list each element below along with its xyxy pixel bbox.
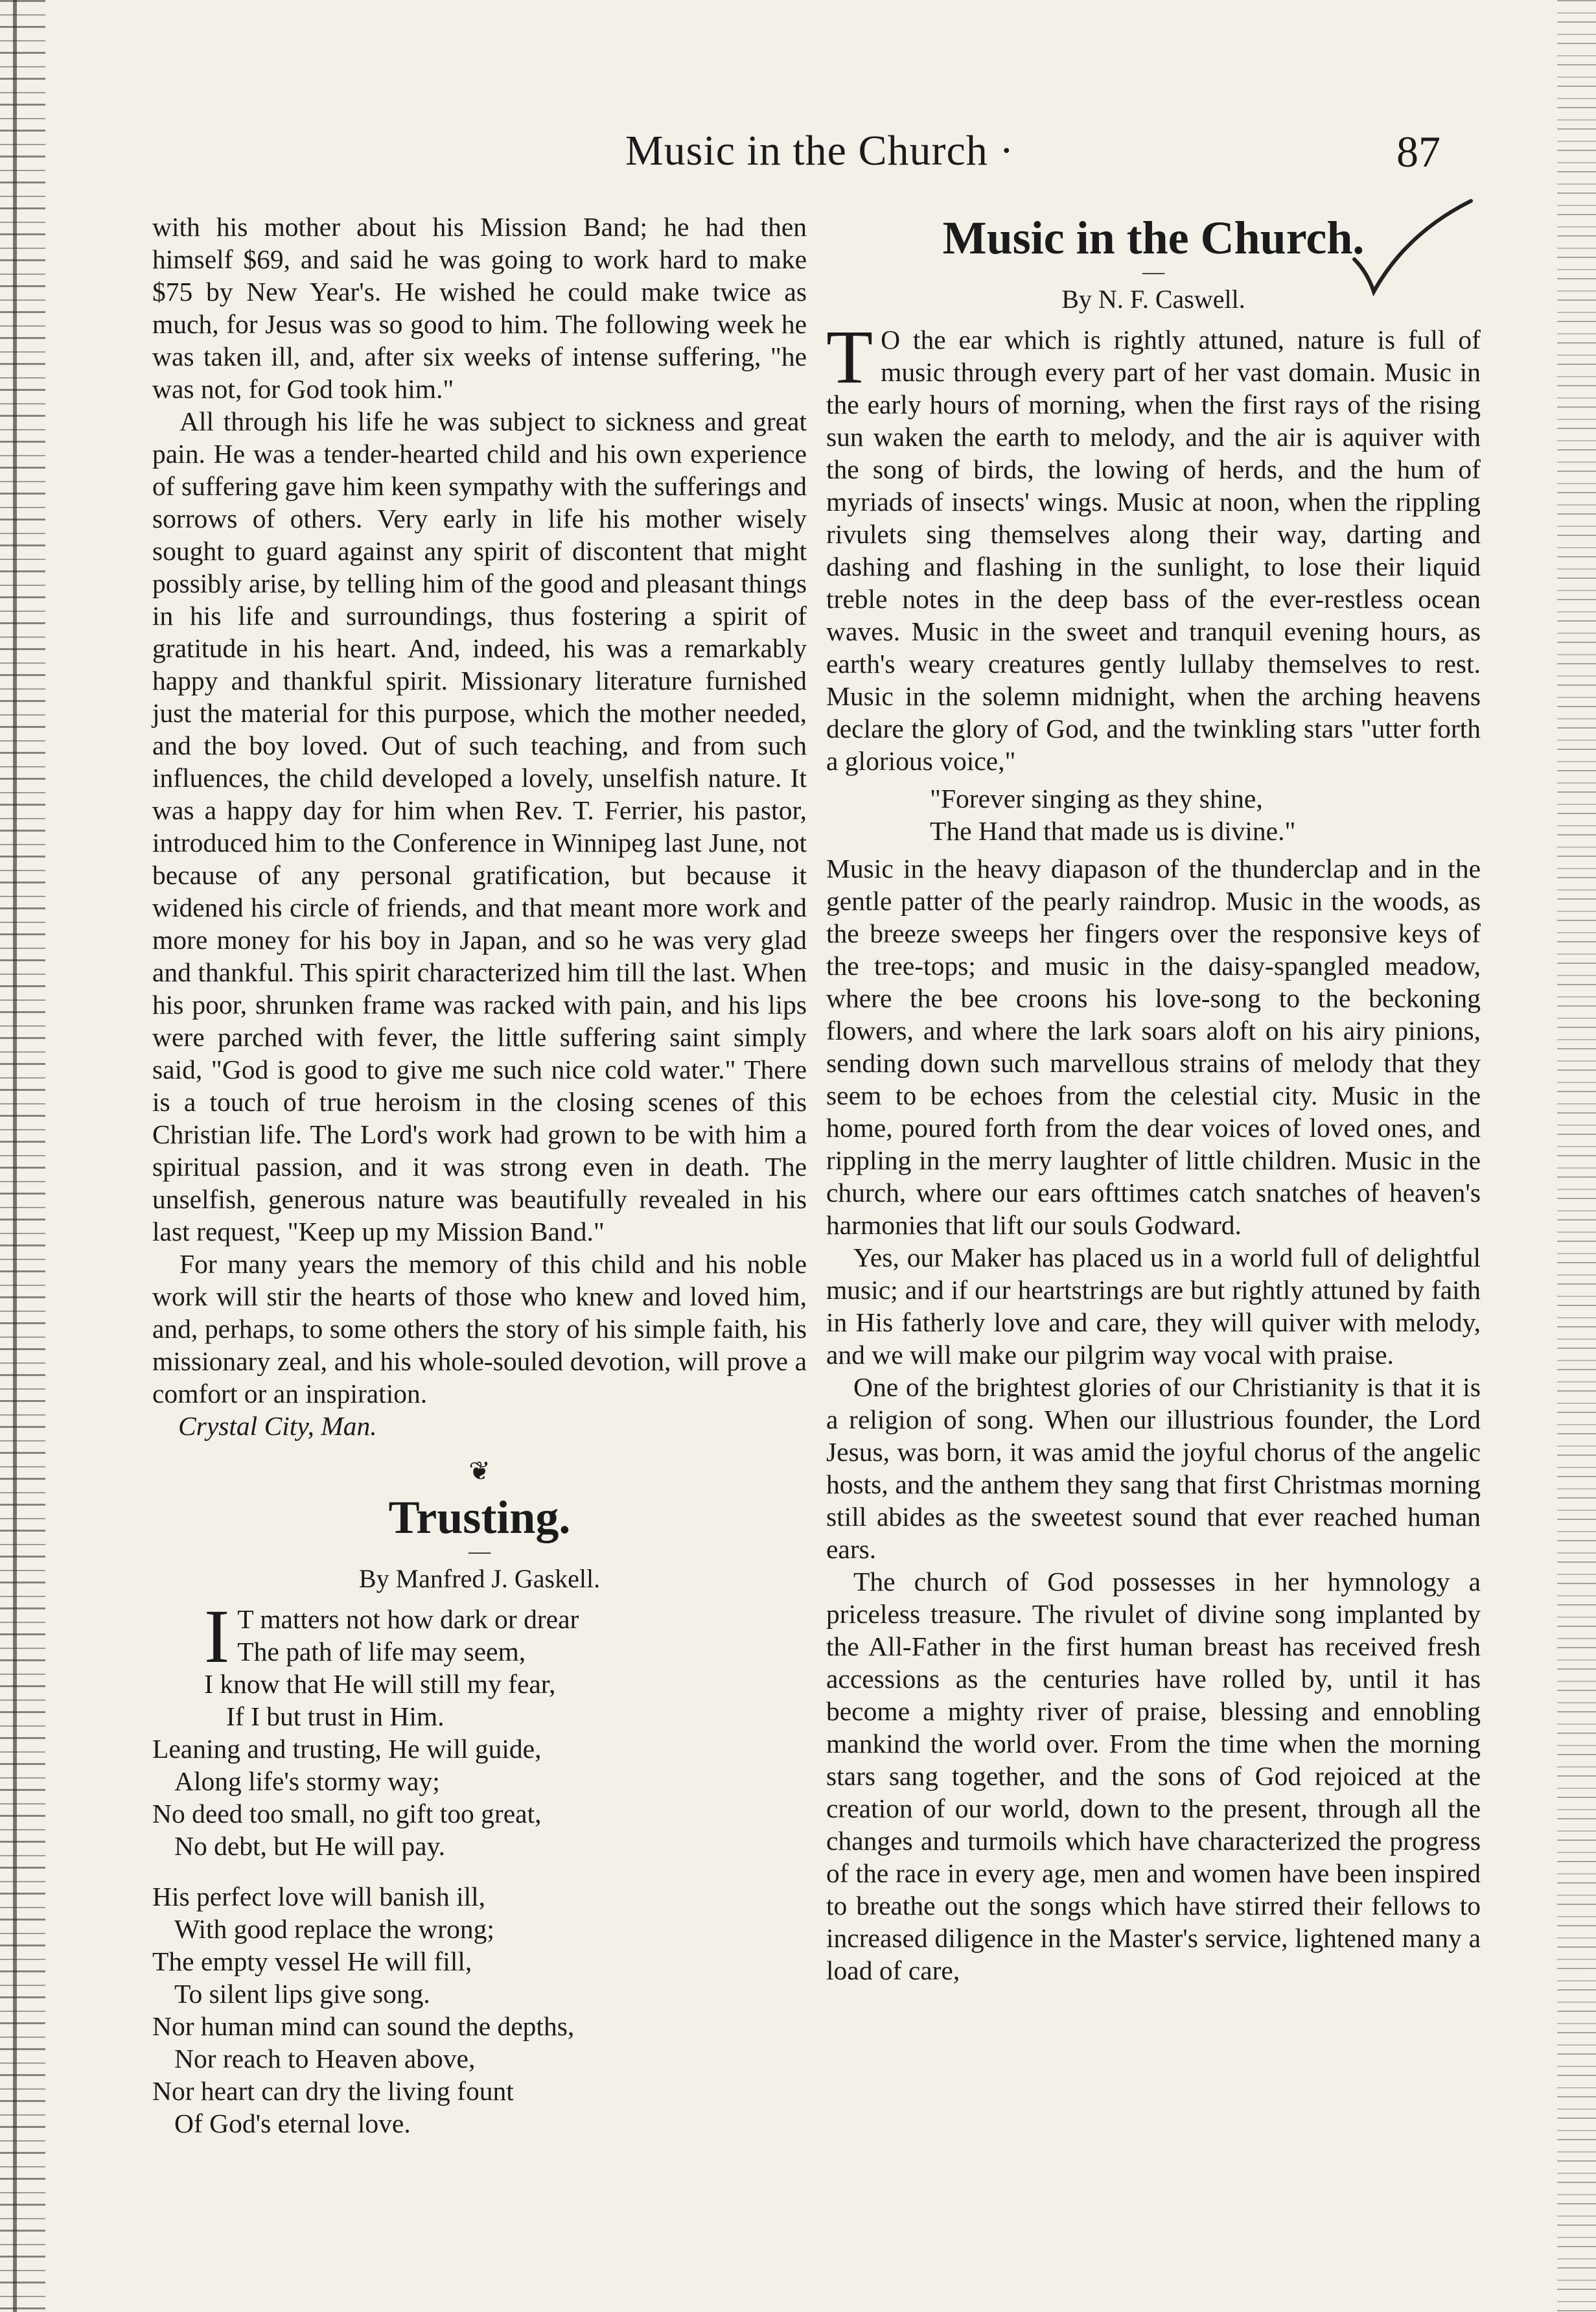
right-column	[826, 211, 1481, 1987]
drop-cap: I	[204, 1594, 230, 1679]
poem-line: To silent lips give song.	[174, 1979, 430, 2009]
left-column	[152, 211, 807, 2140]
binding-line	[13, 0, 17, 2312]
signature: Crystal City, Man.	[178, 1411, 377, 1441]
poem-title: Trusting.	[388, 1491, 571, 1543]
poem	[152, 1594, 807, 2140]
quote-line: "Forever singing as they shine,	[930, 784, 1263, 813]
poem-line: I know that He will still my fear,	[204, 1669, 556, 1699]
drop-cap: T	[826, 314, 873, 399]
poem-line: If I but trust in Him.	[226, 1701, 445, 1731]
paragraph: Yes, our Maker has placed us in a world full of delightful music; and if our heartstrings are but rightly attuned by faith in His fatherly love and care, they will quiver with melody, and we will make our pilgrim way vocal with praise.	[826, 1243, 1481, 1370]
running-title: Music in the Church ·	[625, 127, 1015, 174]
paragraph: One of the brightest glories of our Christianity is that it is a religion of song. When our illustrious founder, the Lord Jesus, was born, it was amid the joyful chorus of the angelic hosts, and the anthem they sang that first Christmas morning still abides as the sweetest sound that ever reached human ears.	[826, 1372, 1481, 1564]
paragraph	[826, 314, 1481, 777]
paragraph: All through his life he was subject to sickness and great pain. He was a tender-hearted child and his own experience of suffering gave him keen sympathy with the sufferings and sorrows of others. Very early in life his mother wisely sought to guard against any spirit of discontent that might possibly arise, by telling him of the good and pleasant things in his life and surroundings, thus fostering a spirit of gratitude in his heart. And, indeed, his was a remarkably happy and thankful spirit. Missionary literature furnished just the material for this purpose, which the mother needed, and the boy loved. Out of such teaching, and from such influences, the child developed a lovely, unselfish nature. It was a happy day for him when Rev. T. Ferrier, his pastor, introduced him to the Conference in Winnipeg last June, not because of any personal gratification, but because it widened his circle of friends, and that meant more work and more money for his boy in Japan, and so he was very glad and thankful. This spirit characterized him till the last. When his poor, shrunken frame was racked with pain, and his lips were parched with fever, the little suffering saint simply said, "God is good to give me such nice cold water." There is a touch of true heroism in the closing scenes of this Christian life. The Lord's work had grown to be with him a spiritual passion, and it was strong even in death. The unselfish, generous nature was beautifully revealed in his last request, "Keep up my Mission Band."	[152, 406, 807, 1246]
poem-line: T matters not how dark or drear	[237, 1604, 579, 1634]
poem-line: With good replace the wrong;	[174, 1914, 494, 1944]
paragraph: The church of God possesses in her hymnology a priceless treasure. The rivulet of divine song implanted by the All-Father in the first human breast has received fresh accessions as the centuries have rolled by, until it has become a mighty river of praise, blessing and ennobling mankind the world over. From the time when the morning stars sang together, and the sons of God rejoiced at the creation of our world, down to the present, through all the changes and turmoils which have characterized the progress of the race in every age, men and women have been inspired to breathe out the songs which have stirred their fellows to increased diligence in the Master's service, lightened many a load of care,	[826, 1567, 1481, 1985]
paragraph: Music in the heavy diapason of the thunderclap and in the gentle patter of the pearly raindrop. Music in the woods, as the breeze sweeps her fingers over the responsive keys of the tree-tops; and music in the daisy-spangled meadow, where the bee croons his love-song to the beckoning flowers, and where the lark soars aloft on his airy pinions, sending down such marvellous strains of melody that they seem to be echoes from the celestial city. Music in the home, poured forth from the dear voices of loved ones, and rippling in the merry laughter of little children. Music in the church, where our ears ofttimes catch snatches of heaven's harmonies that lift our souls Godward.	[826, 854, 1481, 1240]
article-title: Music in the Church.	[942, 212, 1365, 264]
poem-line: No deed too small, no gift too great,	[152, 1799, 542, 1828]
title-rule: —	[1142, 260, 1164, 284]
title-rule: —	[468, 1539, 491, 1563]
article-byline: By N. F. Caswell.	[1061, 285, 1245, 314]
poem-line: Nor reach to Heaven above,	[174, 2044, 476, 2073]
quote-line: The Hand that made us is divine."	[930, 816, 1296, 846]
poem-line: Nor human mind can sound the depths,	[152, 2011, 575, 2041]
poem-line: The path of life may seem,	[237, 1637, 526, 1666]
binding-edge	[0, 0, 45, 2312]
poem-byline: By Manfred J. Gaskell.	[358, 1564, 601, 1593]
poem-line: Of God's eternal love.	[174, 2108, 411, 2138]
paragraph: with his mother about his Mission Band; he had then himself $69, and said he was going to work hard to make $75 by New Year's. He wished he could make twice as much, for Jesus was so good to him. The following week he was taken ill, and, after six weeks of intense suffering, "he was not, for God took him."	[152, 212, 807, 404]
paragraph: For many years the memory of this child and his noble work will stir the hearts of those who knew and loved him, and, perhaps, to some others the story of his simple faith, his missionary zeal, and his whole-souled devotion, will prove a comfort or an inspiration.	[152, 1249, 807, 1408]
paragraph-text: O the ear which is rightly attuned, nature is full of music through every part of her vast domain. Music in the early hours of morning, when the first rays of the rising sun waken the earth to melody, and the air is aquiver with the song of birds, the lowing of herds, and the hum of myriads of insects' wings. Music at noon, when the rippling rivulets sing themselves along their way, darting and dashing and flashing in the sunlight, to lose their liquid treble notes in the deep bass of the ever-restless ocean waves. Music in the sweet and tranquil evening hours, as earth's weary creatures gently lullaby themselves to rest. Music in the solemn midnight, when the arching heavens declare the glory of God, and the twinkling stars "utter forth a glorious voice,"	[826, 325, 1481, 776]
poem-line: No debt, but He will pay.	[174, 1831, 445, 1861]
verse-quote	[930, 782, 1481, 847]
poem-line: His perfect love will banish ill,	[152, 1882, 486, 1911]
poem-line: Nor heart can dry the living fount	[152, 2076, 514, 2106]
ornament-icon: ❦	[468, 1456, 491, 1486]
poem-line: Along life's stormy way;	[174, 1766, 440, 1796]
right-page-bleed	[1557, 0, 1596, 2312]
poem-line: The empty vessel He will fill,	[152, 1946, 472, 1976]
poem-line: Leaning and trusting, He will guide,	[152, 1734, 542, 1764]
page-number: 87	[1396, 127, 1440, 176]
